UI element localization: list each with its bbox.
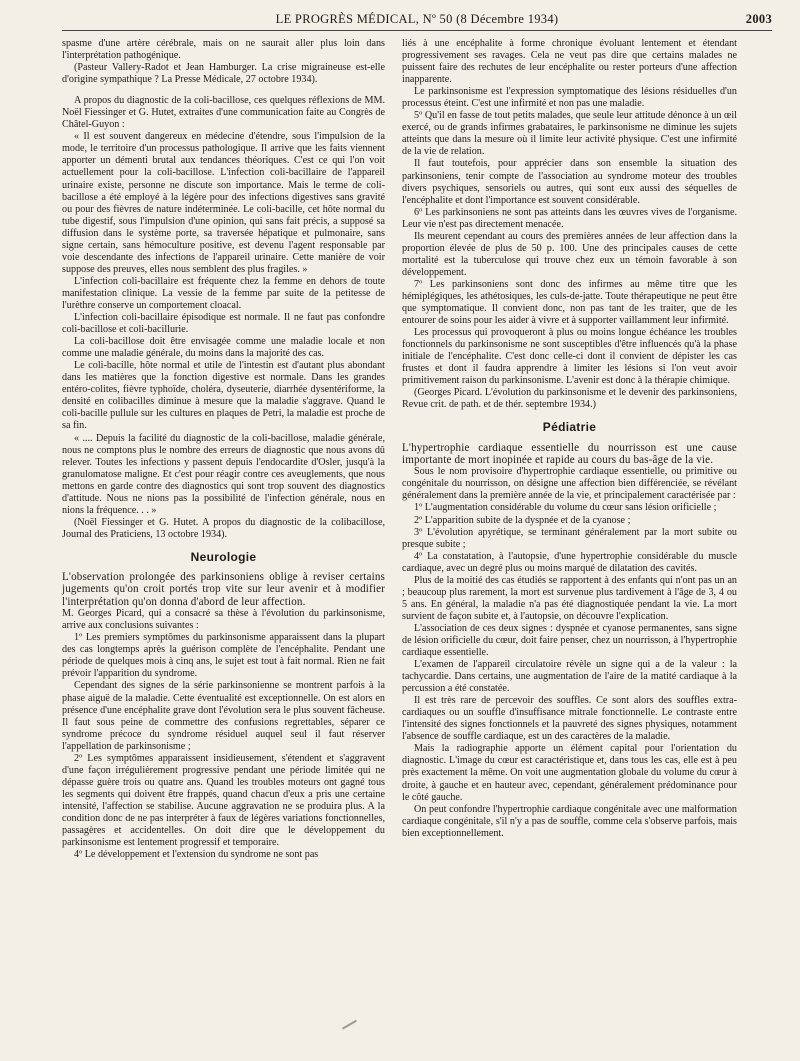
right-column [402,38,737,840]
paper-mark [339,1015,357,1030]
quote: « .... Depuis la facilité du diagnostic de la coli-bacillose, maladie générale, nous ne comptons plus le nombre des erreurs de diagnostic que nous avons dû relever. Toutes les infections y passent depuis l'endocardite d'Osler, jusqu'à la granulomatose maligne. Et c'est pour réagir contre ces aveuglements, que nous mettons en garde contre des diagnostics qui sont trop souvent des diagnostics d'attitude. Nous ne nions pas la possibilité de l'infection générale, nous en nions la fréquence. . . » [62,432,385,516]
list-item: 4º La constatation, à l'autopsie, d'une hypertrophie considérable du muscle cardiaque, avec un degré plus ou moins marqué de dilatation des cavités. [402,550,737,574]
paragraph: L'infection coli-bacillaire est fréquente chez la femme en dehors de toute manifestation clinique. La vessie de la femme par suite de la petitesse de l'urèthre conserve un comportement cloacal. [62,275,385,311]
paragraph: Le parkinsonisme est l'expression symptomatique des lésions résiduelles d'un processus éteint. C'est une infirmité et non pas une maladie. [402,86,737,110]
paragraph: spasme d'une artère cérébrale, mais on ne saurait aller plus loin dans l'interprétation pathogénique. [62,38,385,62]
paragraph: Le coli-bacille, hôte normal et utile de l'intestin est d'autant plus abondant dans les matières que la fonction digestive est normale. Dans les grandes entéro-colites, fièvre typhoïde, choléra, dyseuterie, diarrhée dysentériforme, la densité en colibacilles diminue à mesure que la maladie s'aggrave. Quand le coli-bacille pullule sur les cultures en plaques de Petri, la maladie est proche de sa fin. [62,360,385,432]
paragraph: Les processus qui provoqueront à plus ou moins longue échéance les troubles fonctionnels du parkinsonisme ne sont susceptibles d'être influencés qu'à la phase initiale de l'encéphalite. C'est donc celle-ci dont il convient de dépister les cas frustes et dont il faudra apprendre à limiter les lésions si l'on veut avoir primitivement raison du parkinsonisme. L'avenir est donc à la thérapie chimique. [402,327,737,387]
list-item: 4º Le développement et l'extension du syndrome ne sont pas [74,849,319,861]
paragraph: M. Georges Picard, qui a consacré sa thèse à l'évolution du parkinsonisme, arrive aux conclusions suivantes : [62,608,385,632]
list-item: 7º Les parkinsoniens sont donc des infirmes au même titre que les hémiplégiques, les athétosiques, les culs-de-jatte. Toute thérapeutique ne peut être que symptomatique. Il convient donc, non pas tant de les traiter, que de les entourer de soins pour les aider à vivre et à supporter vaillamment leur infirmité. [402,278,737,327]
list-item: 5º Qu'il en fasse de tout petits malades, que seule leur attitude dénonce à un œil exercé, ou de grands infirmes grabataires, le parkinsonisme ne diminue les sujets atteints que dans la mesure où il limite leur activité physique. C'est une infirmité de la vie de relation. [402,110,737,158]
list-item: 1º Les premiers symptômes du parkinsonisme apparaissent dans la plupart des cas longtemps après la guérison complète de l'encéphalite. Pendant une période de quelques mois à cinq ans, le sujet est tout à fait normal. Rien ne fait prévoir l'apparition du syndrome. [62,632,385,680]
paragraph: L'association de ces deux signes : dyspnée et cyanose permanentes, sans signe de lésion orificielle du cœur, doit faire penser, chez un nourrisson, à l'hypertrophie cardiaque essentielle. [402,622,737,659]
paragraph: Mais la radiographie apporte un élément capital pour l'orientation du diagnostic. L'image du cœur est caractéristique et, dans tous les cas, elle est à peu près exactement la même. On voit une augmentation globale du volume du cœur à droite, à gauche et en hauteur avec, cependant, généralement prédominance pour le côté gauche. [402,743,737,803]
paragraph: Sous le nom provisoire d'hypertrophie cardiaque essentielle, ou primitive ou congénitale du nourrisson, on désigne une affection bien différenciée, se révélant généralement dans la première année de la vie, et principalement caractérisée par : [402,466,737,502]
journal-title: LE PROGRÈS MÉDICAL, Nº 50 (8 Décembre 1934) [275,12,559,26]
left-column [62,38,385,861]
paragraph: Il est très rare de percevoir des souffles. Ce sont alors des souffles extra-cardiaques ou un souffle d'insuffisance mitrale fonctionnelle. Le contraste entre l'intensité des signes fonctionnels et la pauvreté des signes physiques, notamment l'absence de souffle cardiaque, est un des caractères de la maladie. [402,695,737,743]
paragraph: L'examen de l'appareil circulatoire révèle un signe qui a de la valeur : la tachycardie. Dans certains, une augmentation de l'aire de la matité cardiaque à la percussion a été constatée. [402,659,737,695]
paragraph: Ils meurent cependant au cours des premières années de leur affection dans la proportion élevée de plus de 50 p. 100. Une des principales causes de cette mortalité est la tuberculose qui trouve chez eux un témoin favorable à son développement. [402,230,737,278]
list-item: 1º L'augmentation considérable du volume du cœur sans lésion orificielle ; [414,502,717,514]
list-item: 6º Les parkinsoniens ne sont pas atteints dans les œuvres vives de l'organisme. Leur vie n'est pas directement menacée. [402,206,737,230]
paragraph: L'infection coli-bacillaire épisodique est normale. Il ne faut pas confondre coli-bacillose et coli-bacillurie. [62,312,385,336]
paragraph: Cependant des signes de la série parkinsonienne se montrent parfois à la phase aiguë de la maladie. Cette éventualité est exceptionnelle. On est alors en présence d'une encéphalite grave dont l'évolution sera le plus souvent fâcheuse. Il faut sous peine de commettre des confusions regrettables, séparer ce syndrome précoce du syndrome résiduel auquel seul il faut réserver l'appellation de parkinsonisme ; [62,680,385,752]
article-lead: L'hypertrophie cardiaque essentielle du nourrisson est une cause importante de mort inopinée et rapide au cours du bas-âge de la vie. [402,441,737,466]
section-title-pediatrie: Pédiatrie [542,420,597,435]
paragraph: Plus de la moitié des cas étudiés se rapportent à des enfants qui n'ont pas un an ; beaucoup plus rarement, la mort est survenue plus tardivement à l'âge de 3, 4 ou 5 ans. En général, la maladie n'a pas été diagnostiquée pendant la vie. La mort survient de façon subite et, à l'autopsie, on découvre l'explication. [402,574,737,622]
citation: (Pasteur Vallery-Radot et Jean Hamburger. La crise migraineuse est-elle d'origine sympathique ? La Presse Médicale, 27 octobre 1934). [62,62,385,86]
citation: (Georges Picard. L'évolution du parkinsonisme et le devenir des parkinsoniens, Revue crit. de path. et de thér. septembre 1934.) [402,387,737,411]
running-header [62,10,772,32]
article-lead: L'observation prolongée des parkinsoniens oblige à reviser certains jugements qu'on croit portés trop vite sur leur avenir et à modifier l'interprétation qu'on donna d'abord de leur affection. [62,570,385,608]
page-number: 2003 [745,12,772,26]
paragraph-intro: A propos du diagnostic de la coli-bacillose, ces quelques réflexions de MM. Noël Fiessinger et G. Hutet, extraites d'une communication faite au Congrès de Châtel-Guyon : [62,95,385,131]
section-title-neurologie: Neurologie [190,549,257,564]
header-rule [62,30,772,31]
paragraph: La coli-bacillose doit être envisagée comme une maladie locale et non comme une maladie générale, du moins dans la majorité des cas. [62,336,385,360]
list-item: 2º L'apparition subite de la dyspnée et de la cyanose ; [414,514,631,526]
list-item: 2º Les symptômes apparaissent insidieusement, s'étendent et s'aggravent d'une façon irrégulièrement progressive pendant une période limitée qui ne dépasse guère trois ou quatre ans. Quand les troubles moteurs ont gagné tous les segments qui doivent être frappés, quand chacun d'eux a pris une certaine intensité, l'affection se stabilise. Aucune aggravation ne se produira plus. A la condition donc de ne pas interpréter à faux de légères variations fonctionnelles, passagères et accidentelles. On doit dire que le développement du parkinsonisme est lentement progressif et temporaire. [62,752,385,849]
paragraph: liés à une encéphalite à forme chronique évoluant lentement et étendant progressivement ses ravages. Cela ne veut pas dire que certains malades ne puissent faire des rechutes de leur encéphalite ou rester porteurs d'une affection inapparente. [402,38,737,86]
paragraph: Il faut toutefois, pour apprécier dans son ensemble la situation des parkinsoniens, tenir compte de l'association au syndrome moteur des troubles divers psychiques, sensoriels ou autres, qui sont eux aussi des séquelles de l'encéphalite et dont l'importance est souvent considérable. [402,158,737,206]
paragraph: On peut confondre l'hypertrophie cardiaque congénitale avec une malformation cardiaque congénitale, s'il n'y a pas de souffle, comme cela s'observe parfois, mais bien exceptionnellement. [402,803,737,839]
quote: « Il est souvent dangereux en médecine d'étendre, sous l'impulsion de la mode, le territoire d'un processus pathologique. Il arrive que les faits viennent apporter un démenti brutal aux tendances théoriques. C'est ce qui l'on voit actuellement pour la coli-bacillose. L'infection coli-bacillaire de l'appareil urinaire existe, personne ne discute son importance. Mais le terme de coli-bacillose a été employé à la légère pour des infections digestives sans gravité ou pour des fièvres de nature indéterminée. Le coli-bacille, cet hôte normal du tube digestif, sous l'impulsion d'une opinion, qui sans fait précis, a supposé sa diffusion dans le système porte, sa traversée hépatique et pulmonaire, sans signe certain, sans hémoculture positive, est devenu l'agent responsable par voie descendante des infections de l'appareil urinaire. Cette manière de voir suppose des preuves, elles nous semblent des plus fragiles. » [62,131,385,275]
list-item: 3º L'évolution apyrétique, se terminant généralement par la mort subite ou presque subite ; [402,526,737,550]
citation: (Noël Fiessinger et G. Hutet. A propos du diagnostic de la colibacillose, Journal des Praticiens, 13 octobre 1934). [62,516,385,540]
